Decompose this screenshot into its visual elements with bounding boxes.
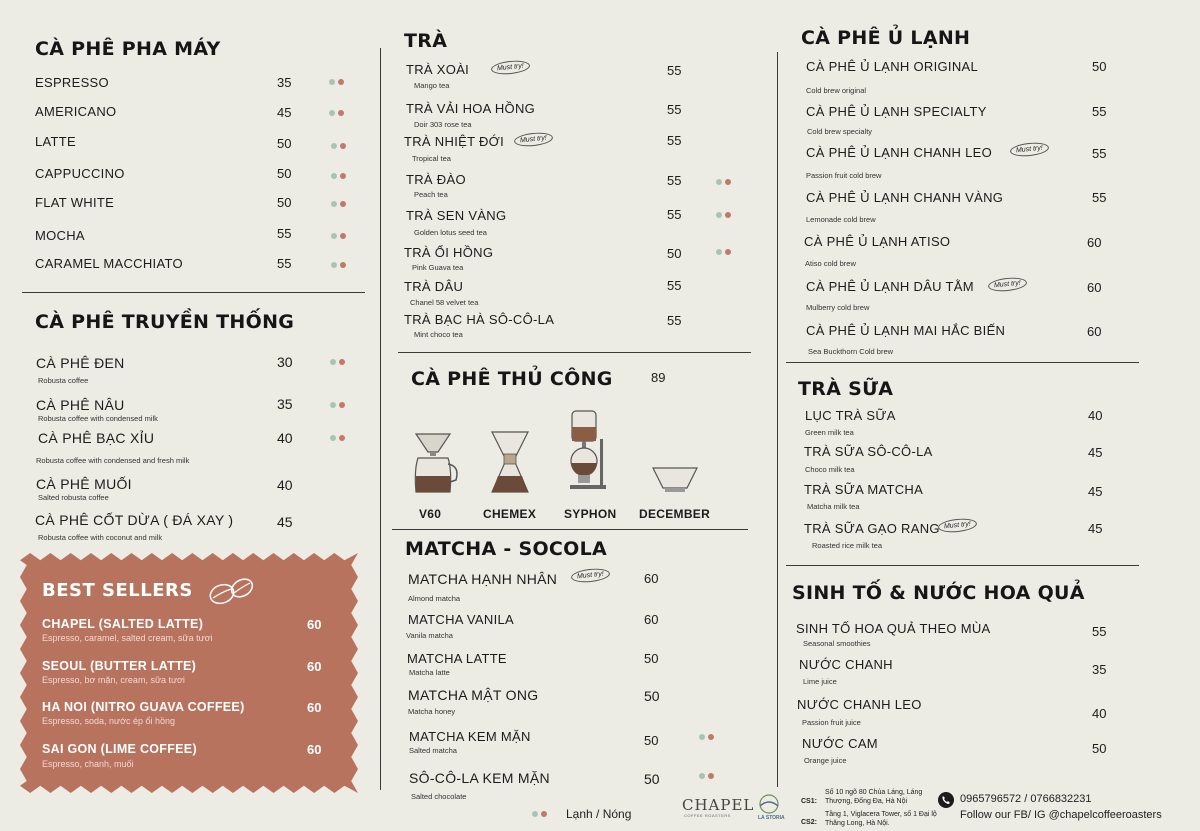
menu-item-price: 55 <box>667 173 682 188</box>
section-divider <box>392 529 748 530</box>
coffee-beans-icon <box>206 574 256 613</box>
menu-item-price: 50 <box>667 246 682 261</box>
best-seller-name: SEOUL (BUTTER LATTE) <box>42 659 197 673</box>
menu-item-subtitle: Peach tea <box>414 190 448 199</box>
menu-item-name: CÀ PHÊ Ủ LẠNH ORIGINAL <box>806 59 979 74</box>
menu-item-subtitle: Golden lotus seed tea <box>414 228 487 237</box>
menu-item-price: 45 <box>1088 484 1103 499</box>
menu-item-name: CÀ PHÊ ĐEN <box>36 355 125 371</box>
menu-item-price: 55 <box>1092 624 1107 639</box>
menu-item-name: CARAMEL MACCHIATO <box>35 256 183 271</box>
section-title-ca-phe-truyen-thong: CÀ PHÊ TRUYỀN THỐNG <box>35 311 295 333</box>
menu-item-name: MATCHA KEM MẶN <box>409 729 531 744</box>
section-divider <box>786 565 1139 566</box>
menu-item-price: 40 <box>277 430 293 446</box>
cold-hot-indicator <box>331 201 346 207</box>
menu-item-subtitle: Orange juice <box>804 756 847 765</box>
menu-item-subtitle: Pink Guava tea <box>412 263 464 272</box>
cs1-address: Số 10 ngõ 80 Chùa Láng, Láng Thượng, Đống Đa, Hà Nội <box>825 789 923 806</box>
menu-item-name: CÀ PHÊ NÂU <box>36 397 125 413</box>
menu-item-price: 55 <box>667 207 682 222</box>
best-seller-price: 60 <box>307 659 322 674</box>
best-seller-price: 60 <box>307 617 322 632</box>
menu-item-subtitle: Green milk tea <box>805 428 854 437</box>
section-title-ca-phe-thu-cong: CÀ PHÊ THỦ CÔNG <box>411 368 613 390</box>
best-seller-subtitle: Espresso, chanh, muối <box>42 759 134 769</box>
menu-item-price: 55 <box>667 102 682 117</box>
section-title-sinh-to: SINH TỐ & NƯỚC HOA QUẢ <box>792 582 1085 604</box>
menu-item-subtitle: Lemonade cold brew <box>806 215 876 224</box>
menu-item-price: 30 <box>277 354 293 370</box>
menu-item-subtitle: Lime juice <box>803 677 837 686</box>
menu-item-name: LATTE <box>35 134 76 149</box>
menu-item-subtitle: Vanila matcha <box>406 631 453 640</box>
menu-item-price: 50 <box>1092 741 1107 756</box>
menu-item-price: 35 <box>277 396 293 412</box>
menu-item-name: TRÀ SỮA GẠO RANG <box>804 521 940 536</box>
menu-item-price: 55 <box>1092 146 1107 161</box>
section-divider <box>22 292 365 293</box>
menu-item-name: MATCHA VANILA <box>408 612 514 627</box>
section-divider <box>786 362 1139 363</box>
menu-item-price: 45 <box>277 105 292 120</box>
menu-item-name: MOCHA <box>35 228 85 243</box>
menu-item-price: 50 <box>277 195 292 210</box>
menu-item-price: 45 <box>277 514 293 530</box>
menu-item-subtitle: Mulberry cold brew <box>806 303 870 312</box>
menu-item-price: 55 <box>1092 104 1107 119</box>
menu-item-price: 60 <box>644 571 659 586</box>
menu-item-name: MATCHA LATTE <box>407 651 507 666</box>
section-title-ca-phe-u-lanh: CÀ PHÊ Ủ LẠNH <box>801 27 971 49</box>
menu-item-price: 50 <box>644 688 660 704</box>
menu-item-price: 50 <box>644 733 659 748</box>
menu-item-price: 55 <box>1092 190 1107 205</box>
menu-item-subtitle: Cold brew original <box>806 86 867 95</box>
december-dripper-icon <box>651 466 699 501</box>
brew-method-label: DECEMBER <box>639 507 711 521</box>
menu-item-name: SINH TỐ HOA QUẢ THEO MÙA <box>796 621 991 636</box>
menu-item-subtitle: Robusta coffee <box>38 376 89 385</box>
menu-item-price: 40 <box>1088 408 1103 423</box>
menu-item-price: 40 <box>277 477 293 493</box>
must-try-badge: Must try! <box>1009 141 1049 158</box>
best-seller-subtitle: Espresso, soda, nước ép ổi hồng <box>42 716 176 726</box>
menu-item-price: 55 <box>667 133 682 148</box>
menu-item-name: SÔ-CÔ-LA KEM MẶN <box>409 770 550 786</box>
menu-item-name: CÀ PHÊ Ủ LẠNH CHANH LEO <box>806 145 993 160</box>
menu-item-price: 60 <box>644 612 659 627</box>
menu-item-subtitle: Mint choco tea <box>414 330 463 339</box>
menu-item-price: 40 <box>1092 706 1107 721</box>
menu-item-subtitle: Robusta coffee with condensed and fresh milk <box>36 456 190 465</box>
menu-item-name: AMERICANO <box>35 104 117 119</box>
menu-item-price: 35 <box>1092 662 1107 677</box>
v60-dripper-icon <box>410 430 462 501</box>
cold-hot-indicator <box>716 212 731 218</box>
cold-hot-indicator <box>699 734 714 740</box>
cold-hot-indicator <box>330 402 345 408</box>
best-seller-name: HA NOI (NITRO GUAVA COFFEE) <box>42 700 245 714</box>
brew-method-label: CHEMEX <box>483 507 537 521</box>
legend-dots <box>532 811 547 817</box>
menu-item-name: CÀ PHÊ Ủ LẠNH CHANH VÀNG <box>806 190 1004 205</box>
section-title-tra: TRÀ <box>404 30 448 52</box>
menu-item-name: MATCHA MẬT ONG <box>408 687 539 703</box>
must-try-badge: Must try! <box>937 517 977 534</box>
cold-hot-indicator <box>330 359 345 365</box>
menu-item-name: LỤC TRÀ SỮA <box>805 408 896 423</box>
chapel-logo-subtitle: COFFEE ROASTERS <box>684 813 731 818</box>
cold-hot-indicator <box>331 233 346 239</box>
menu-item-price: 50 <box>1092 59 1107 74</box>
best-seller-subtitle: Espresso, caramel, salted cream, sữa tươi <box>42 633 213 643</box>
menu-item-name: TRÀ ỔI HỒNG <box>404 245 494 260</box>
menu-item-name: TRÀ SỮA SÔ-CÔ-LA <box>804 444 933 459</box>
menu-item-name: CAPPUCCINO <box>35 166 125 181</box>
menu-item-name: CÀ PHÊ Ủ LẠNH MAI HẮC BIẾN <box>806 323 1006 338</box>
menu-item-subtitle: Cold brew specialty <box>807 127 873 136</box>
menu-item-subtitle: Passion fruit cold brew <box>806 171 882 180</box>
menu-item-subtitle: Roasted rice milk tea <box>812 541 883 550</box>
brew-method-label: SYPHON <box>564 507 617 521</box>
menu-item-price: 60 <box>1087 235 1102 250</box>
cs1-label: CS1: <box>801 798 817 805</box>
menu-item-name: NƯỚC CHANH <box>799 657 893 672</box>
cs2-address: Tầng 1, Viglacera Tower, số 1 Đại lộ Thăng Long, Hà Nội. <box>825 811 937 828</box>
menu-item-subtitle: Choco milk tea <box>805 465 855 474</box>
menu-item-subtitle: Seasonal smoothies <box>803 639 871 648</box>
menu-item-name: CÀ PHÊ BẠC XỈU <box>38 430 155 446</box>
menu-item-subtitle: Doir 303 rose tea <box>414 120 472 129</box>
la-storia-logo: LA STORIA <box>758 815 785 821</box>
menu-item-name: TRÀ NHIỆT ĐỚI <box>404 134 505 149</box>
menu-item-name: MATCHA HẠNH NHÂN <box>408 571 558 587</box>
menu-item-price: 50 <box>644 771 660 787</box>
column-divider <box>777 52 778 787</box>
best-seller-price: 60 <box>307 700 322 715</box>
menu-item-name: CÀ PHÊ MUỐI <box>36 476 132 492</box>
legend-label: Lạnh / Nóng <box>566 807 632 821</box>
must-try-badge: Must try! <box>490 59 530 76</box>
best-seller-name: CHAPEL (SALTED LATTE) <box>42 617 204 631</box>
menu-item-price: 45 <box>1088 521 1103 536</box>
menu-item-subtitle: Robusta coffee with condensed milk <box>38 414 158 423</box>
cold-hot-indicator <box>331 143 346 149</box>
menu-item-price: 55 <box>277 256 292 271</box>
menu-item-name: ESPRESSO <box>35 75 109 90</box>
menu-item-price: 45 <box>1088 445 1103 460</box>
section-title-matcha: MATCHA - SOCOLA <box>405 538 608 560</box>
menu-item-subtitle: Sea Buckthorn Cold brew <box>808 347 894 356</box>
cold-hot-indicator <box>329 79 344 85</box>
must-try-badge: Must try! <box>987 276 1027 293</box>
menu-item-subtitle: Chanel 58 velvet tea <box>410 298 479 307</box>
best-seller-name: SAI GON (LIME COFFEE) <box>42 742 197 756</box>
section-price: 89 <box>651 370 666 385</box>
menu-item-subtitle: Almond matcha <box>408 594 461 603</box>
menu-item-price: 60 <box>1087 324 1102 339</box>
menu-item-price: 50 <box>277 166 292 181</box>
menu-item-name: TRÀ XOÀI <box>406 62 470 77</box>
cold-hot-indicator <box>716 179 731 185</box>
menu-item-price: 55 <box>277 226 292 241</box>
cold-hot-indicator <box>329 110 344 116</box>
chapel-logo: CHAPEL <box>682 796 755 814</box>
menu-item-subtitle: Salted robusta coffee <box>38 493 109 502</box>
menu-item-price: 50 <box>277 136 292 151</box>
menu-item-subtitle: Matcha honey <box>408 707 456 716</box>
column-divider <box>380 48 381 790</box>
cold-hot-indicator <box>331 262 346 268</box>
menu-item-price: 60 <box>1087 280 1102 295</box>
menu-item-subtitle: Matcha milk tea <box>807 502 860 511</box>
menu-item-price: 55 <box>667 278 682 293</box>
menu-item-subtitle: Atiso cold brew <box>805 259 856 268</box>
menu-item-name: TRÀ SỮA MATCHA <box>804 482 924 497</box>
cs2-label: CS2: <box>801 819 817 826</box>
menu-item-name: CÀ PHÊ Ủ LẠNH DÂU TẰM <box>806 279 974 294</box>
menu-item-name: TRÀ BẠC HÀ SÔ-CÔ-LA <box>404 312 555 327</box>
menu-item-price: 50 <box>644 651 659 666</box>
menu-item-name: CÀ PHÊ Ủ LẠNH ATISO <box>804 234 951 249</box>
cold-hot-indicator <box>330 435 345 441</box>
must-try-badge: Must try! <box>570 567 610 584</box>
best-sellers-title: BEST SELLERS <box>42 580 193 601</box>
cold-hot-indicator <box>699 773 714 779</box>
brew-method-label: V60 <box>419 507 442 521</box>
menu-item-price: 35 <box>277 75 292 90</box>
menu-item-subtitle: Mango tea <box>414 81 450 90</box>
menu-item-name: NƯỚC CHANH LEO <box>797 697 922 712</box>
menu-item-name: FLAT WHITE <box>35 195 115 210</box>
menu-item-subtitle: Salted matcha <box>409 746 457 755</box>
menu-item-name: TRÀ ĐÀO <box>406 172 466 187</box>
menu-item-subtitle: Tropical tea <box>412 154 451 163</box>
cold-hot-indicator <box>331 173 346 179</box>
phone-icon <box>938 792 954 808</box>
menu-item-name: NƯỚC CAM <box>802 736 878 751</box>
menu-item-subtitle: Salted chocolate <box>411 792 467 801</box>
menu-item-name: CÀ PHÊ Ủ LẠNH SPECIALTY <box>806 104 987 119</box>
best-seller-price: 60 <box>307 742 322 757</box>
menu-item-subtitle: Robusta coffee with coconut and milk <box>38 533 163 542</box>
must-try-badge: Must try! <box>513 131 553 148</box>
phone-numbers[interactable]: 0965796572 / 0766832231 <box>960 793 1092 805</box>
section-divider <box>398 352 751 353</box>
section-title-tra-sua: TRÀ SỮA <box>798 378 894 400</box>
menu-item-subtitle: Passion fruit juice <box>802 718 861 727</box>
section-title-ca-phe-pha-may: CÀ PHÊ PHA MÁY <box>35 38 221 60</box>
social-handle[interactable]: Follow our FB/ IG @chapelcoffeeroasters <box>960 809 1162 821</box>
menu-item-name: TRÀ SEN VÀNG <box>406 208 507 223</box>
menu-item-price: 55 <box>667 63 682 78</box>
best-seller-subtitle: Espresso, bơ mặn, cream, sữa tươi <box>42 675 185 685</box>
menu-item-name: TRÀ DÂU <box>404 279 464 294</box>
menu-item-subtitle: Matcha latte <box>409 668 450 677</box>
chemex-icon <box>488 430 532 501</box>
syphon-icon <box>566 409 610 500</box>
menu-item-name: CÀ PHÊ CỐT DỪA ( ĐÁ XAY ) <box>35 512 234 528</box>
menu-item-price: 55 <box>667 313 682 328</box>
cold-hot-indicator <box>716 249 731 255</box>
menu-item-name: TRÀ VẢI HOA HỒNG <box>406 101 536 116</box>
